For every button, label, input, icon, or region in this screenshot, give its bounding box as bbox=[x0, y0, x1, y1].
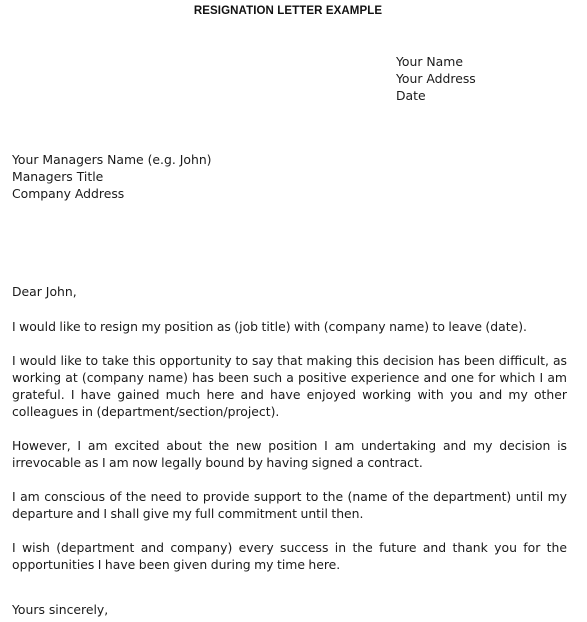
paragraph-1: I would like to resign my position as (job title) with (company name) to leave (date). bbox=[12, 319, 527, 334]
recipient-block bbox=[12, 151, 212, 202]
letter-body bbox=[12, 283, 567, 618]
recipient-address: Company Address bbox=[12, 186, 125, 201]
sender-block bbox=[396, 53, 476, 104]
paragraph-3: However, I am excited about the new position I am undertaking and my decision is irrevocable as I am now legally bound by having signed a contract. bbox=[12, 438, 567, 470]
paragraph-5: I wish (department and company) every success in the future and thank you for the opportunities I have been given during my time here. bbox=[12, 540, 567, 572]
document-title: RESIGNATION LETTER EXAMPLE bbox=[193, 5, 383, 17]
sender-address: Your Address bbox=[396, 71, 476, 86]
closing: Yours sincerely, bbox=[12, 602, 109, 617]
recipient-title: Managers Title bbox=[12, 169, 104, 184]
sender-date: Date bbox=[396, 88, 426, 103]
paragraph-4: I am conscious of the need to provide support to the (name of the department) until my departure and I shall give my full commitment until then. bbox=[12, 489, 567, 521]
recipient-name: Your Managers Name (e.g. John) bbox=[12, 152, 212, 167]
salutation: Dear John, bbox=[12, 284, 77, 299]
paragraph-2: I would like to take this opportunity to say that making this decision has been difficult, as working at (company name) has been such a positive experience and one for which I am grateful. I have gained much here and have enjoyed working with you and my other colleagues in (department/section/project). bbox=[12, 353, 567, 419]
sender-name: Your Name bbox=[396, 54, 463, 69]
